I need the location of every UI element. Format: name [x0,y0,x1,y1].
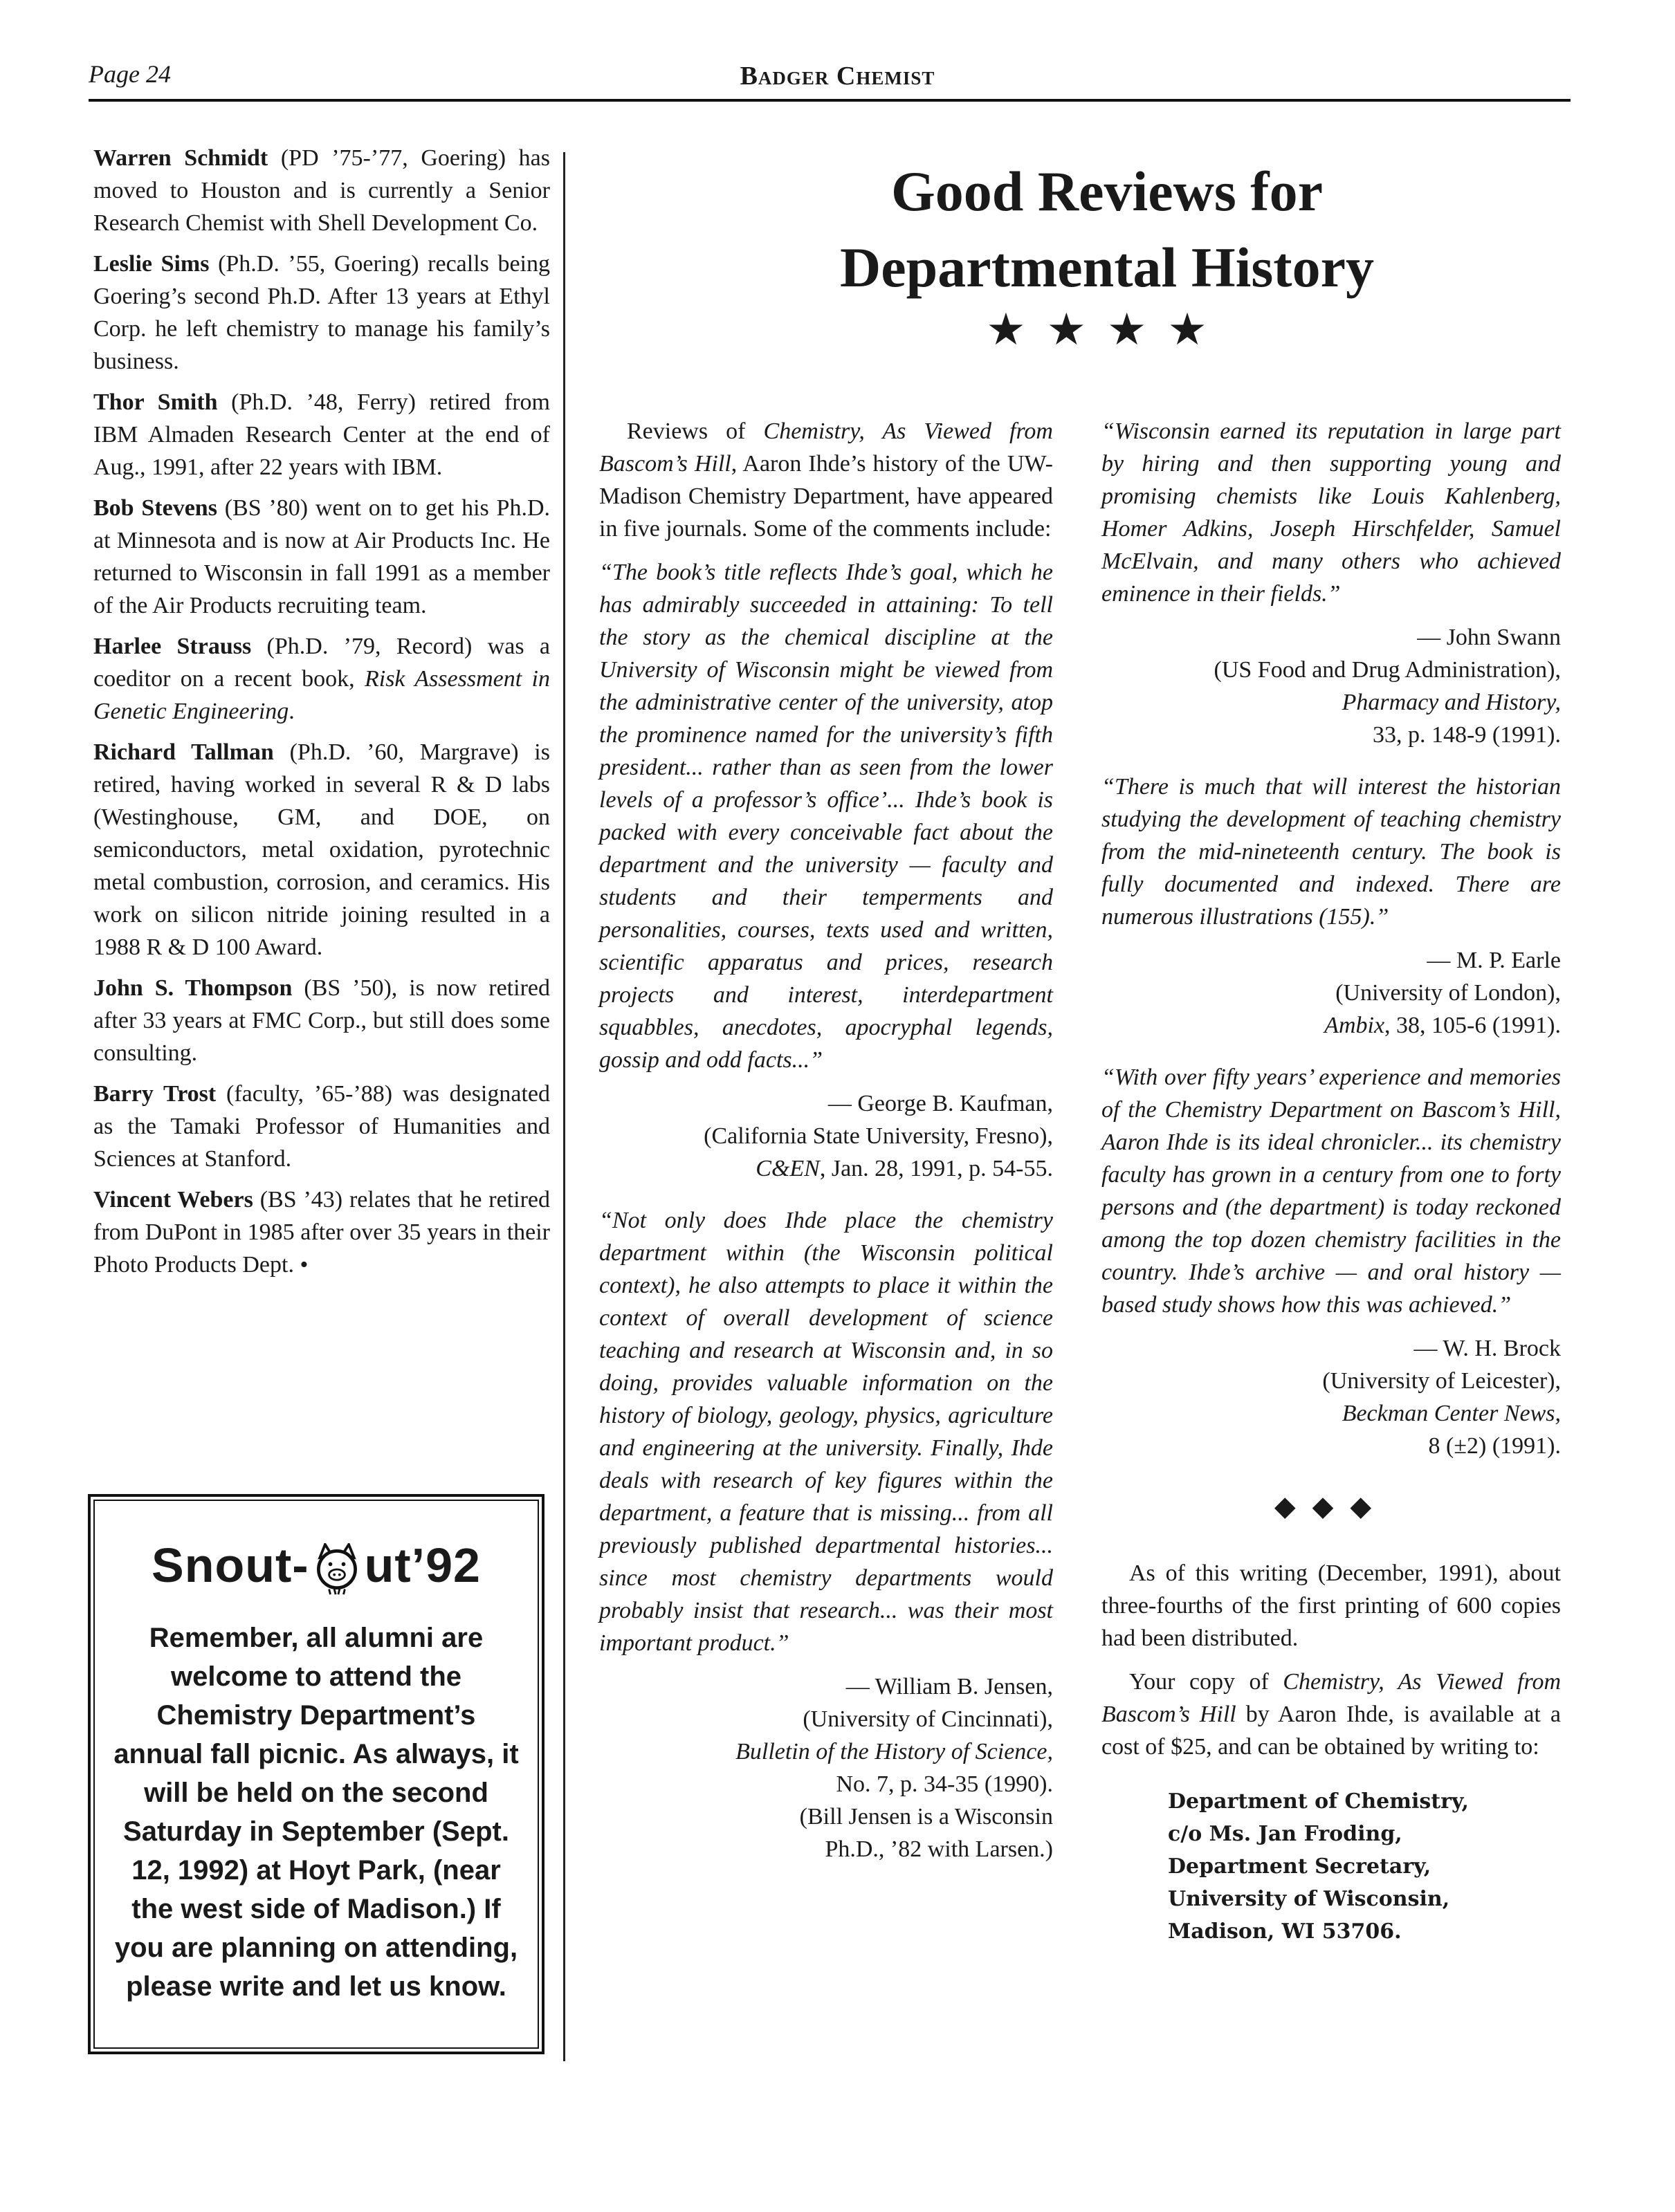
review-attribution: — William B. Jensen, (University of Cincinnati), Bulletin of the History of Science, No. 7, p. 34-35 (1990). (Bill Jensen is a Wisconsin Ph.D., ’82 with Larsen.) [735,1674,1053,1862]
closing-paragraph: As of this writing (December, 1991), about three-fourths of the first printing of 600 copies had been distributed. [1101,1560,1561,1651]
review-attribution: — George B. Kaufman, (California State University, Fresno), C&EN, Jan. 28, 1991, p. 54-55. [704,1091,1053,1181]
review-attribution: — M. P. Earle (University of London), Ambix, 38, 105-6 (1991). [1324,948,1561,1038]
column-divider [563,152,565,2061]
review-attribution: — John Swann (US Food and Drug Administration), Pharmacy and History, 33, p. 148-9 (1991). [1214,625,1561,748]
article-intro: Reviews of Chemistry, As Viewed from Bascom’s Hill, Aaron Ihde’s history of the UW-Madison Chemistry Department, have appeared in five journals. Some of the comments include: [599,418,1054,542]
mailing-address: Department of Chemistry, c/o Ms. Jan Froding, Department Secretary, University of Wisconsin, Madison, WI 53706. [1168,1789,1469,1944]
page-number: Page 24 [89,60,171,88]
review-quote: “Not only does Ihde place the chemistry department within (the Wisconsin political context), he also attempts to place it within the context of overall development of science teaching and research at Wisconsin and, in so doing, provides valuable information on the history of biology, geology, physics, agriculture and engineering at the university. Finally, Ihde deals with research of key figures within the department, a feature that is missing... from all previously published departmental histories... since most chemistry departments would probably insist that research... was their most important product.” [599,1208,1053,1656]
alumni-entry: Harlee Strauss (Ph.D. ’79, Record) was a coeditor on a recent book, Risk Assessment in Genetic Engineering. [93,634,551,724]
article-title: Good Reviews for Departmental History [840,160,1374,299]
alumni-entry: Richard Tallman (Ph.D. ’60, Margrave) is retired, having worked in several R & D labs (Westinghouse, GM, and DOE, on semiconductors, metal oxidation, pyrotechnic metal combustion, corrosion, and ceramics. His work on silicon nitride joining resulted in a 1988 R & D 100 Award. [93,739,550,960]
review-quote: “With over fifty years’ experience and memories of the Chemistry Department on Bascom’s Hill, Aaron Ihde is its ideal chronicler... its chemistry faculty has grown in a century from one to forty persons and (the department) is today reckoned among the top dozen chemistry facilities in the country. Ihde’s archive — and oral history — based study shows how this was achieved.” [1101,1064,1561,1318]
review-quote: “Wisconsin earned its reputation in large part by hiring and then supporting young and promising chemists like Louis Kahlenberg, Homer Adkins, Joseph Hirschfelder, Samuel McElvain, and many others who achieved eminence in their fields.” [1101,418,1561,607]
alumni-entry: Vincent Webers (BS ’43) relates that he retired from DuPont in 1985 after over 35 years in their Photo Products Dept. • [93,1187,550,1278]
alumni-entry: Barry Trost (faculty, ’65-’88) was designated as the Tamaki Professor of Humanities and Sciences at Stanford. [93,1081,550,1172]
alumni-entry: John S. Thompson (BS ’50), is now retired after 33 years at FMC Corp., but still does some consulting. [93,975,550,1066]
alumni-entry: Warren Schmidt (PD ’75-’77, Goering) has moved to Houston and is currently a Senior Research Chemist with Shell Development Co. [93,145,550,236]
alumni-entry: Thor Smith (Ph.D. ’48, Ferry) retired from IBM Almaden Research Center at the end of Aug., 1991, after 22 years with IBM. [93,389,550,480]
snout-out-announcement [88,1494,544,2054]
star-rating: ★★★★ [986,304,1228,356]
snout-out-text: Remember, all alumni are welcome to attend the Chemistry Department’s annual fall picnic. As always, it will be held on the second Saturday in September (Sept. 12, 1992) at Hoyt Park, (near the west side of Madison.) If you are planning on attending, please write and let us know. [113,1623,519,2002]
alumni-entry: Bob Stevens (BS ’80) went on to get his Ph.D. at Minnesota and is now at Air Products Inc. He returned to Wisconsin in fall 1991 as a member of the Air Products recruiting team. [93,495,550,618]
reviews-column-2 [1101,415,1561,1948]
header-rule [89,99,1571,102]
pig-face-icon [311,1543,363,1596]
review-quote: “The book’s title reflects Ihde’s goal, which he has admirably succeeded in attaining: To tell the story as the chemical discipline at the University of Wisconsin might be viewed from the administrative center of the university, atop the prominence named for the university’s fifth president... rather than as seen from the lower levels of a professor’s office’... Ihde’s book is packed with every conceivable fact about the department and the university — faculty and students and their temperments and personalities, courses, texts used and written, scientific apparatus and prices, research projects and interest, interdepartment squabbles, anecdotes, apocryphal legends, gossip and odd facts...” [599,560,1053,1073]
alumni-notes-column [93,142,550,1289]
snout-out-title: Snout- ut’92 [91,1534,542,1596]
section-ornament: ◆◆◆ [1274,1491,1389,1522]
review-attribution: — W. H. Brock (University of Leicester), Beckman Center News, 8 (±2) (1991). [1322,1336,1561,1459]
alumni-entry: Leslie Sims (Ph.D. ’55, Goering) recalls being Goering’s second Ph.D. After 13 years at Ethyl Corp. he left chemistry to manage his family’s business. [93,251,550,374]
reviews-column-1 [599,415,1053,1885]
newsletter-title: Badger Chemist [740,62,935,91]
review-quote: “There is much that will interest the historian studying the development of teaching chemistry from the mid-nineteenth century. The book is fully documented and indexed. There are numerous illustrations (155).” [1101,774,1561,930]
ordering-paragraph: Your copy of Chemistry, As Viewed from Bascom’s Hill by Aaron Ihde, is available at a cost of $25, and can be obtained by writing to: [1101,1669,1561,1760]
